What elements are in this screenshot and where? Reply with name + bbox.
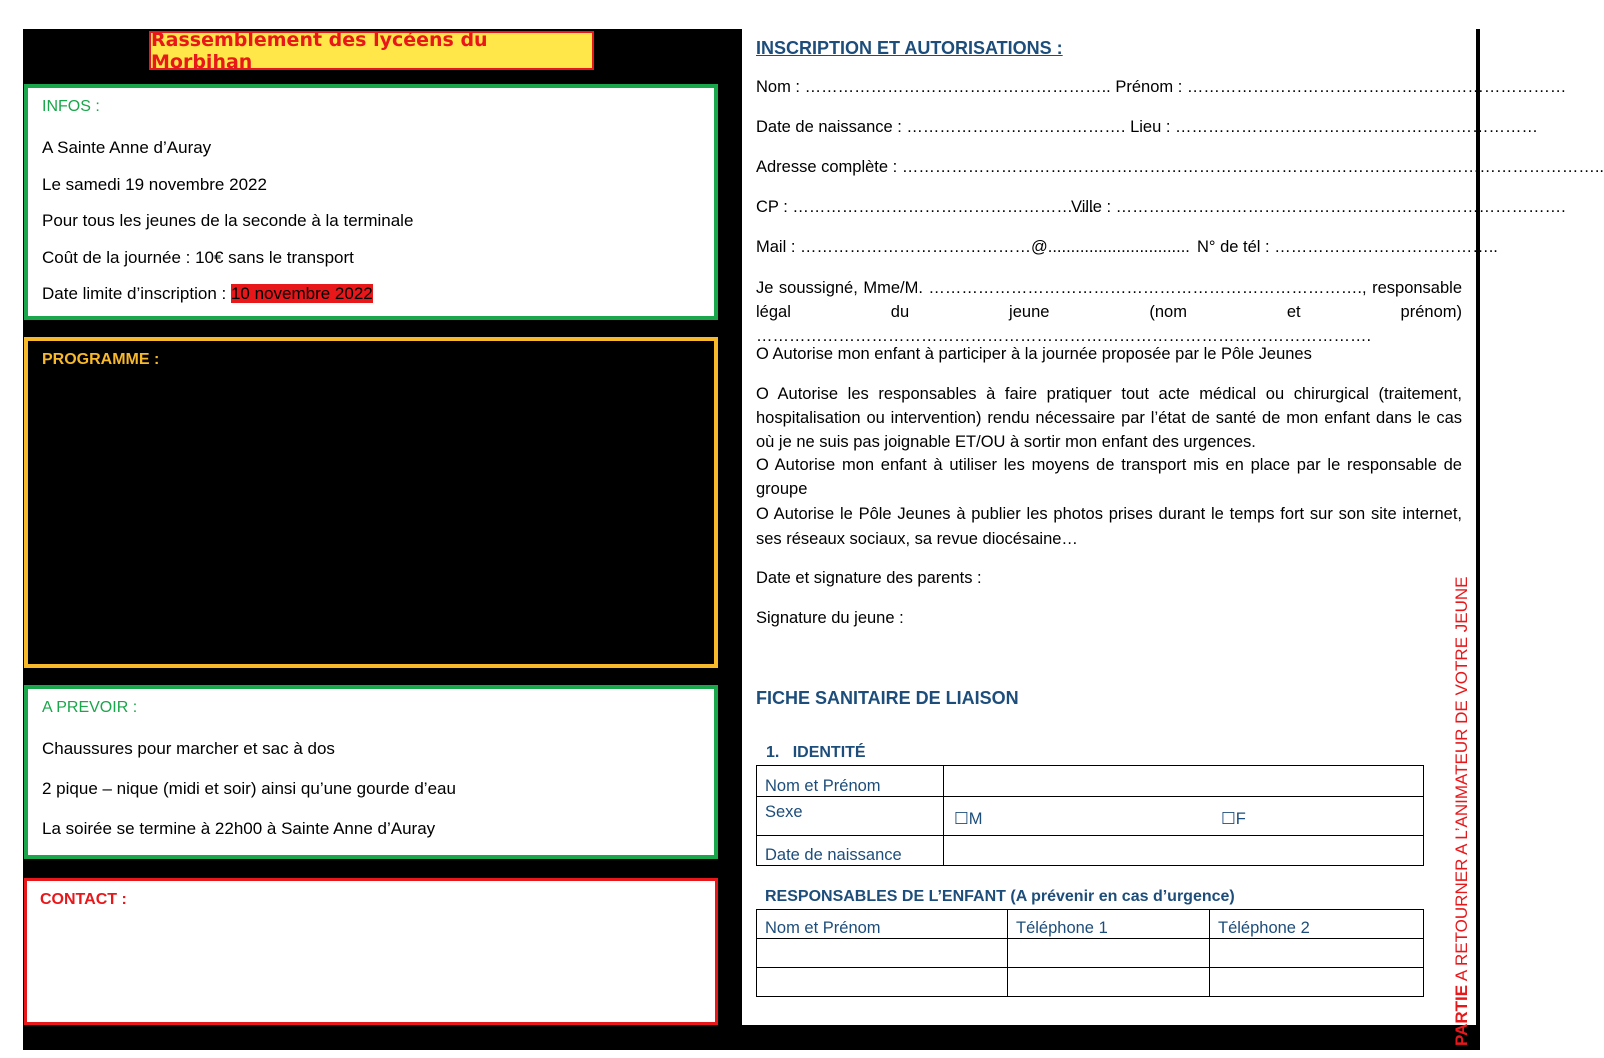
autorisation-item[interactable]: O Autorise les responsables à faire pratiquer tout acte médical ou chirurgical (traitement, hospitalisation ou intervention) rendu nécessaire par l’état de santé de mon enfant dans le cas où je ne suis pas joignable ET/OU à sortir mon enfant des urgences. (756, 385, 1462, 451)
responsables-heading: RESPONSABLES DE L’ENFANT (A prévenir en cas d’urgence) (765, 888, 1235, 905)
table-row (757, 766, 1424, 797)
table-cell: Nom et Prénom (757, 766, 944, 797)
infos-line: Le samedi 19 novembre 2022 (42, 175, 267, 194)
bottom-black-strip (742, 1025, 1480, 1050)
identite-heading (766, 744, 866, 762)
infos-line: A Sainte Anne d’Auray (42, 138, 212, 157)
contact-panel (24, 878, 718, 1025)
tel-field[interactable]: N° de tél : ………………………………….. (1197, 238, 1498, 256)
soussigne-text: Je soussigné, Mme/M. ……………………………………………………………………., responsable légal du jeune (nom et prénom) …………………………………………………………………………………………………. (756, 279, 1462, 345)
table-row (757, 797, 1424, 836)
sexe-f-checkbox[interactable]: ☐F (1221, 810, 1246, 828)
naissance-field[interactable]: Date de naissance : …………………………………. Lieu : ………………………………………………………… (756, 118, 1539, 136)
page-title: Rassemblement des lycéens du Morbihan (149, 31, 594, 70)
aprevoir-panel (24, 685, 718, 859)
programme-heading: PROGRAMME : (42, 351, 160, 368)
aprevoir-heading: A PREVOIR : (42, 699, 138, 716)
table-cell[interactable] (944, 766, 1424, 797)
aprevoir-line: Chaussures pour marcher et sac à dos (42, 739, 335, 758)
deadline-line (42, 284, 373, 304)
infos-heading: INFOS : (42, 98, 100, 115)
table-row (757, 910, 1424, 939)
deadline-label: Date limite d’inscription : (42, 284, 231, 303)
table-cell[interactable] (1008, 968, 1210, 997)
sexe-m-checkbox[interactable]: ☐M (954, 810, 983, 828)
table-row (757, 836, 1424, 866)
contact-heading: CONTACT : (40, 891, 127, 908)
infos-line: Pour tous les jeunes de la seconde à la terminale (42, 211, 414, 230)
deadline-value: 10 novembre 2022 (230, 284, 373, 303)
vertical-note-bold: PARTIE (1452, 984, 1471, 1046)
adresse-field[interactable]: Adresse complète : ……………………………………………………………………………………………………………….. (756, 158, 1604, 176)
right-black-edge (1476, 29, 1480, 1025)
signature-parents: Date et signature des parents : (756, 569, 982, 587)
autorisation-item[interactable]: O Autorise le Pôle Jeunes à publier les photos prises durant le temps fort sur son site internet, ses réseaux sociaux, sa revue diocésaine… (756, 505, 1462, 548)
table-header-cell: Téléphone 2 (1210, 910, 1424, 939)
infos-panel (24, 84, 718, 320)
aprevoir-line: La soirée se termine à 22h00 à Sainte Anne d’Auray (42, 819, 436, 838)
table-row (757, 968, 1424, 997)
vertical-note-rest: A RETOURNER A L’ANIMATEUR DE VOTRE JEUNE (1452, 576, 1471, 985)
table-cell[interactable] (944, 836, 1424, 866)
mail-field[interactable]: Mail : ……………………………………@............................... (756, 238, 1190, 256)
inscription-heading: INSCRIPTION ET AUTORISATIONS : (756, 38, 1063, 58)
table-cell (944, 797, 1424, 836)
identite-title: IDENTITÉ (792, 744, 866, 761)
vertical-return-note (1452, 576, 1474, 1046)
ville-field[interactable]: Ville : ………………………………………………………………………. (1071, 198, 1566, 216)
table-cell[interactable] (1210, 939, 1424, 968)
table-cell[interactable] (1210, 968, 1424, 997)
identite-number: 1. (766, 744, 780, 761)
autorisation-item[interactable]: O Autorise mon enfant à utiliser les moyens de transport mis en place par le responsable de groupe (756, 456, 1462, 498)
nom-field[interactable]: Nom : ……………………………………………….. Prénom : …………………………………………………………… (756, 78, 1567, 96)
autorisation-item[interactable]: O Autorise mon enfant à participer à la journée proposée par le Pôle Jeunes (756, 345, 1312, 363)
identite-table (756, 765, 1424, 866)
table-cell: Date de naissance (757, 836, 944, 866)
table-cell[interactable] (1008, 939, 1210, 968)
table-header-cell: Nom et Prénom (757, 910, 1008, 939)
table-cell: Sexe (757, 797, 944, 836)
cp-field[interactable]: CP : ………………………………………………. (756, 198, 1094, 216)
fiche-heading: FICHE SANITAIRE DE LIAISON (756, 688, 1019, 708)
programme-panel (24, 337, 718, 668)
table-header-cell: Téléphone 1 (1008, 910, 1210, 939)
infos-line: Coût de la journée : 10€ sans le transport (42, 248, 354, 267)
responsables-table (756, 909, 1424, 997)
table-cell[interactable] (757, 968, 1008, 997)
table-row (757, 939, 1424, 968)
table-cell[interactable] (757, 939, 1008, 968)
signature-jeune: Signature du jeune : (756, 609, 904, 627)
aprevoir-line: 2 pique – nique (midi et soir) ainsi qu’une gourde d’eau (42, 779, 456, 798)
